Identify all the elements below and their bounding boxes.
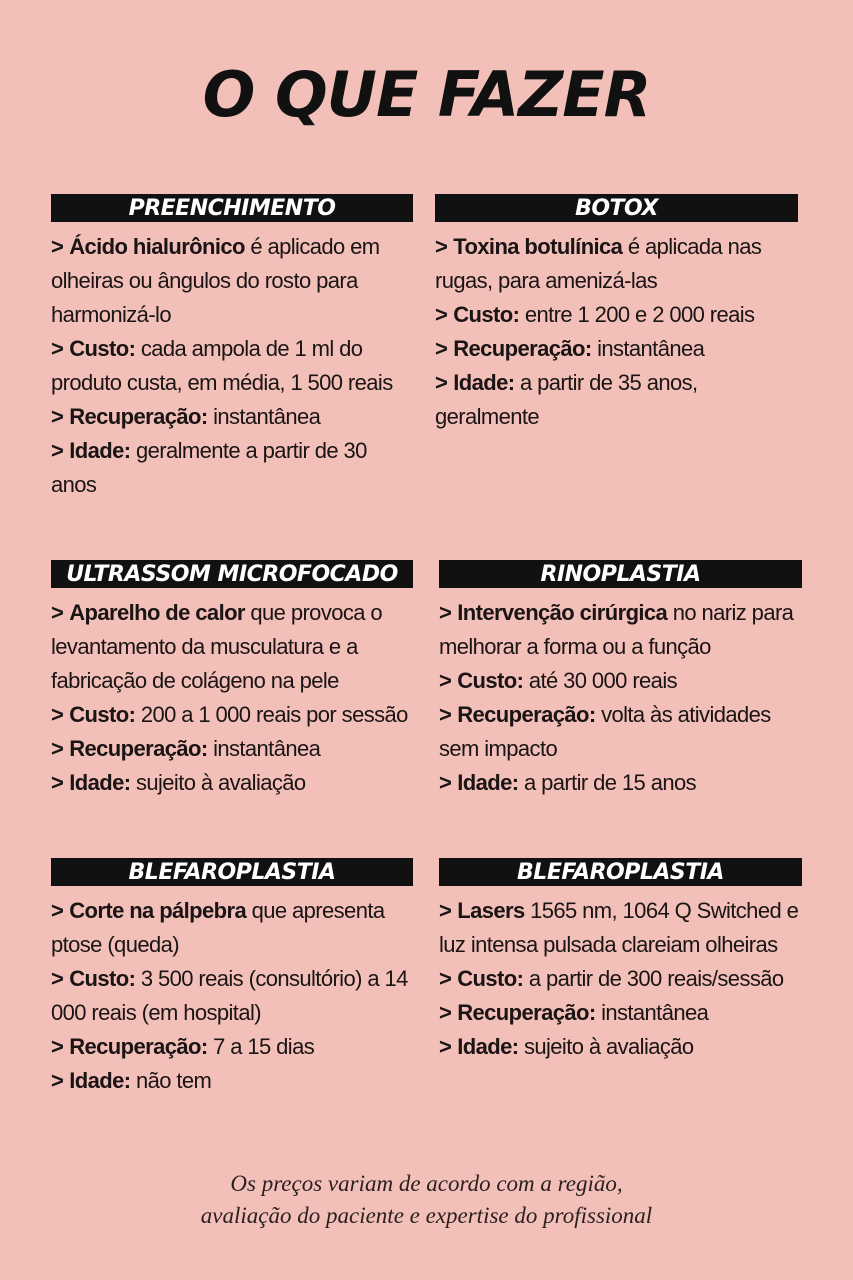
- item-label: Recuperação:: [69, 736, 208, 761]
- item-text: 1565 nm, 1064 Q Switched e luz intensa pulsada clareiam olheiras: [439, 898, 799, 957]
- item-text: que provoca o levantamento da musculatura e a fabricação de colágeno na pele: [51, 600, 383, 693]
- item-text: instantânea: [207, 404, 321, 429]
- section-blefaroplastia: [51, 858, 413, 1098]
- chevron-right-icon: >: [51, 966, 64, 991]
- item-text: 3 500 reais (consultório) a 14 000 reais (em hospital): [51, 966, 408, 1025]
- section-items: [439, 894, 802, 1064]
- section-rinoplastia: [439, 560, 802, 800]
- section-heading: BLEFAROPLASTIA: [51, 858, 413, 886]
- item-text: a partir de 15 anos: [518, 770, 697, 795]
- item-label: Idade:: [457, 1034, 519, 1059]
- list-item: [439, 894, 802, 962]
- item-text: volta às atividades sem impacto: [439, 702, 771, 761]
- item-label: Ácido hialurônico: [69, 234, 245, 259]
- section-items: [435, 230, 798, 434]
- chevron-right-icon: >: [435, 234, 448, 259]
- item-label: Idade:: [457, 770, 519, 795]
- item-text: é aplicado em olheiras ou ângulos do rosto para harmonizá-lo: [51, 234, 380, 327]
- chevron-right-icon: >: [439, 966, 452, 991]
- item-text: é aplicada nas rugas, para amenizá-las: [435, 234, 762, 293]
- chevron-right-icon: >: [51, 1068, 64, 1093]
- list-item: [435, 298, 798, 332]
- list-item: [51, 332, 413, 400]
- item-text: sujeito à avaliação: [130, 770, 306, 795]
- item-label: Aparelho de calor: [69, 600, 245, 625]
- section-heading: BOTOX: [435, 194, 798, 222]
- item-text: instantânea: [591, 336, 705, 361]
- section-items: [439, 596, 802, 800]
- chevron-right-icon: >: [51, 736, 64, 761]
- list-item: [439, 766, 802, 800]
- item-text: instantânea: [595, 1000, 709, 1025]
- chevron-right-icon: >: [439, 702, 452, 727]
- list-item: [439, 596, 802, 664]
- item-label: Custo:: [457, 966, 524, 991]
- item-label: Custo:: [69, 336, 136, 361]
- footer-note: [0, 1168, 853, 1232]
- item-label: Recuperação:: [69, 1034, 208, 1059]
- chevron-right-icon: >: [51, 404, 64, 429]
- section-items: [51, 596, 413, 800]
- item-text: a partir de 300 reais/sessão: [523, 966, 784, 991]
- item-text: 200 a 1 000 reais por sessão: [135, 702, 408, 727]
- item-label: Recuperação:: [457, 1000, 596, 1025]
- chevron-right-icon: >: [439, 1000, 452, 1025]
- list-item: [435, 366, 798, 434]
- item-label: Idade:: [69, 770, 131, 795]
- item-label: Intervenção cirúrgica: [457, 600, 668, 625]
- section-ultrassom: [51, 560, 413, 800]
- list-item: [435, 332, 798, 366]
- list-item: [51, 596, 413, 698]
- item-text: que apresenta ptose (queda): [51, 898, 385, 957]
- chevron-right-icon: >: [439, 668, 452, 693]
- list-item: [51, 962, 413, 1030]
- item-label: Recuperação:: [69, 404, 208, 429]
- list-item: [51, 766, 413, 800]
- list-item: [439, 1030, 802, 1064]
- item-text: no nariz para melhorar a forma ou a função: [439, 600, 794, 659]
- chevron-right-icon: >: [51, 234, 64, 259]
- list-item: [51, 698, 413, 732]
- list-item: [51, 1030, 413, 1064]
- item-label: Recuperação:: [453, 336, 592, 361]
- list-item: [435, 230, 798, 298]
- item-label: Custo:: [453, 302, 520, 327]
- list-item: [51, 230, 413, 332]
- item-text: a partir de 35 anos, geralmente: [435, 370, 698, 429]
- chevron-right-icon: >: [51, 438, 64, 463]
- item-label: Toxina botulínica: [453, 234, 623, 259]
- item-text: entre 1 200 e 2 000 reais: [519, 302, 755, 327]
- section-heading: RINOPLASTIA: [439, 560, 802, 588]
- page-title: O QUE FAZER: [202, 58, 651, 131]
- chevron-right-icon: >: [51, 702, 64, 727]
- chevron-right-icon: >: [51, 1034, 64, 1059]
- section-blefaroplastia-lasers: [439, 858, 802, 1064]
- chevron-right-icon: >: [51, 600, 64, 625]
- item-label: Custo:: [457, 668, 524, 693]
- chevron-right-icon: >: [435, 336, 448, 361]
- section-items: [51, 230, 413, 502]
- item-label: Lasers: [457, 898, 525, 923]
- section-heading: PREENCHIMENTO: [51, 194, 413, 222]
- list-item: [51, 732, 413, 766]
- chevron-right-icon: >: [439, 600, 452, 625]
- list-item: [51, 434, 413, 502]
- item-text: instantânea: [207, 736, 321, 761]
- section-preenchimento: [51, 194, 413, 502]
- item-text: geralmente a partir de 30 anos: [51, 438, 367, 497]
- chevron-right-icon: >: [439, 898, 452, 923]
- item-label: Recuperação:: [457, 702, 596, 727]
- section-botox: [435, 194, 798, 434]
- item-label: Idade:: [69, 1068, 131, 1093]
- section-heading: BLEFAROPLASTIA: [439, 858, 802, 886]
- list-item: [439, 664, 802, 698]
- chevron-right-icon: >: [51, 898, 64, 923]
- item-text: 7 a 15 dias: [207, 1034, 315, 1059]
- chevron-right-icon: >: [51, 336, 64, 361]
- section-heading: ULTRASSOM MICROFOCADO: [51, 560, 413, 588]
- item-text: cada ampola de 1 ml do produto custa, em média, 1 500 reais: [51, 336, 393, 395]
- list-item: [51, 894, 413, 962]
- list-item: [439, 962, 802, 996]
- footer-line: Os preços variam de acordo com a região,: [230, 1171, 623, 1196]
- chevron-right-icon: >: [435, 302, 448, 327]
- footer-line: avaliação do paciente e expertise do profissional: [200, 1203, 653, 1228]
- item-label: Custo:: [69, 702, 136, 727]
- item-text: não tem: [130, 1068, 212, 1093]
- item-text: até 30 000 reais: [523, 668, 678, 693]
- section-items: [51, 894, 413, 1098]
- list-item: [51, 1064, 413, 1098]
- chevron-right-icon: >: [439, 1034, 452, 1059]
- list-item: [439, 698, 802, 766]
- item-label: Custo:: [69, 966, 136, 991]
- item-label: Idade:: [69, 438, 131, 463]
- item-label: Corte na pálpebra: [69, 898, 247, 923]
- item-text: sujeito à avaliação: [518, 1034, 694, 1059]
- list-item: [51, 400, 413, 434]
- item-label: Idade:: [453, 370, 515, 395]
- chevron-right-icon: >: [435, 370, 448, 395]
- chevron-right-icon: >: [51, 770, 64, 795]
- list-item: [439, 996, 802, 1030]
- chevron-right-icon: >: [439, 770, 452, 795]
